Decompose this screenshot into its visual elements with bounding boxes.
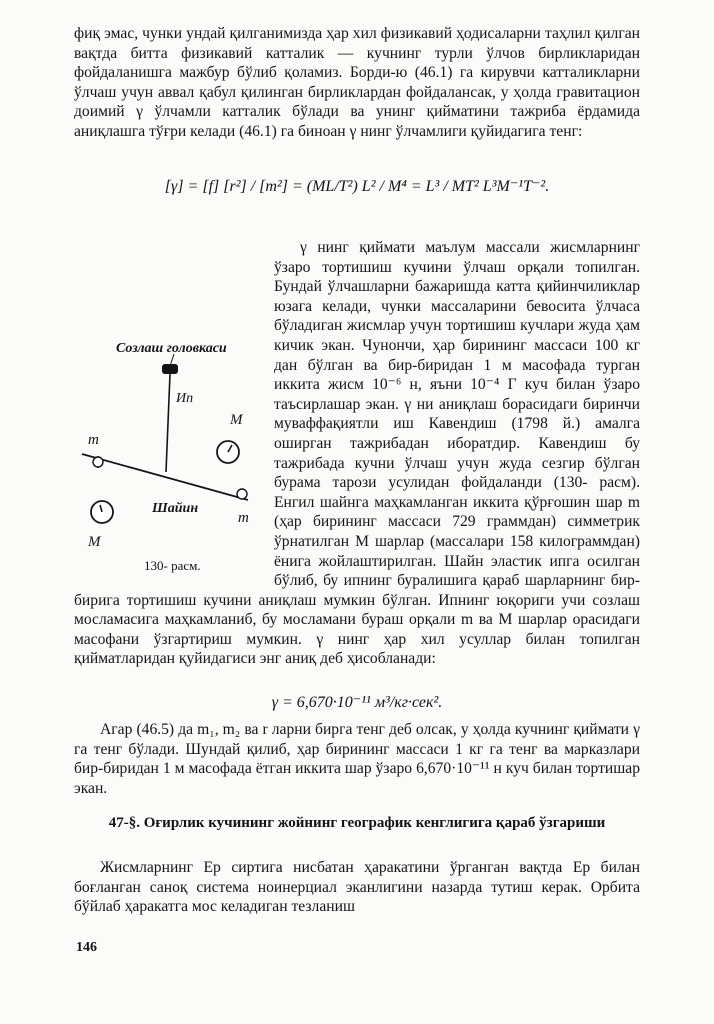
torsion-balance-diagram — [80, 332, 268, 562]
label-thread: Ип — [176, 391, 194, 406]
text-block-definition — [74, 720, 640, 798]
label-M-right: M — [230, 412, 243, 428]
paragraph-section: Жисмларнинг Ер сиртига нисбатан ҳаракатини ўрганган вақтда Ер билан боғланган саноқ система ноинерциал эканлигини назарда тутиш керак. Орбита бўйлаб ҳаракатга мос келадиган тезланиш — [74, 859, 640, 916]
paragraph-definition: Агар (46.5) да m₁, m₂ ва r ларни бирга тенг деб олсак, у ҳолда кучнинг қиймати γ га тенг бўлади. Шундай қилиб, ҳар бирининг массаси 1 кг га тенг ва марказлари бир-биридан 1 м масофада ётган иккита шар ўзаро 6,670·10⁻¹¹ н куч билан тортишар экан. — [74, 721, 640, 797]
label-beam: Шайин — [152, 501, 199, 516]
adjust-head-shape — [162, 364, 178, 374]
label-m-right: m — [238, 510, 249, 526]
text-block-top — [74, 24, 640, 142]
paragraph-intro: фиқ эмас, чунки ундай қилганимизда ҳар хил физикавий ҳодисаларни таҳлил қилган вақтда битта физикавий катталик — кучнинг турли ўлчов бирликларидан фойдаланишга мажбур бўлиб қоламиз. Борди-ю (46.1) га кирувчи катталикларни ўлчаш учун аввал қабул қилинган бирликлардан фойдалансак, у ҳолда гравитацион доимий γ ўлчамли катталик бўлади ва унинг қийматини тажриба ёрдамида аниқлашга тўғри келади (46.1) га биноан γ нинг ўлчамлиги қуйидагига тенг: — [74, 25, 640, 140]
section-header — [74, 814, 640, 833]
equation-dimension — [74, 176, 640, 196]
figure-130 — [80, 332, 268, 580]
text-block-section — [74, 858, 640, 917]
thread-line — [166, 374, 170, 472]
label-adjust-head: Созлаш головкаси — [116, 341, 227, 356]
figure-caption: 130- расм. — [144, 558, 201, 573]
small-ball-right — [237, 489, 247, 499]
section-title: 47-§. Оғирлик кучининг жойнинг географик кенглигига қараб ўзгариши — [108, 815, 606, 831]
label-m-left: m — [88, 432, 99, 448]
equation-dimension-text: [γ] = [f] [r²] / [m²] = (ML/T²) L² / M⁴ = L³ / MT² L³M⁻¹T⁻². — [164, 178, 550, 195]
equation-value — [74, 692, 640, 712]
equation-value-text: γ = 6,670·10⁻¹¹ м³/кг·сек². — [271, 694, 443, 711]
paragraph-gamma-text: γ нинг қиймати маълум массали жисмларнинг ўзаро тортишиш кучини ўлчаш орқали топилган. Бундай ўлчашларни бажаришда катта қийинчиликлар юзага келади, чунки массаларини бевосита ўлчаса бўладиган жисмлар учун тортишиш кучлари жуда ҳам кичик экан. Чунончи, ҳар бирининг массаси 100 кг дан бўлган ва бир-биридан 1 м масофада турган иккита жисм 10⁻⁶ н, яъни 10⁻⁴ Г куч билан ўзаро таъсирлашар экан. γ ни аниқлаш борасидаги биринчи муваффақиятли иш Кавендиш (1798 й.) амалга оширган тажрибадан иборатдир. Кавендиш бу тажрибада кучни ўлчаш учун жуда сезгир бўлган бурама тарози усулидан фойдаланди (130- расм). Енгил шайнга маҳкамланган иккита қўрғошин шар m (ҳар бирининг массаси 729 граммдан) симметрик ўрнатилган M шарлар (массалари 158 килограммдан) ёнига жойлаштирилган. Шайн эластик ипга осилган бўлиб, бу ипнинг буралишига қараб шарларнинг бир-бирига тортишиш кучини аниқлаш мумкин бўлган. Ипнинг юқориги учи созлаш мосламасига маҳкамланиб, бу мосламани бураш орқали m ва M шарлар орасидаги масофани ўзгартириш мумкин. γ нинг ҳар хил усуллар билан топилган қийматларидан қуйидагиси энг аниқ деб ҳисобланади: — [74, 239, 640, 668]
small-ball-left — [93, 457, 103, 467]
label-M-left: M — [88, 534, 101, 550]
page-number: 146 — [76, 940, 97, 955]
